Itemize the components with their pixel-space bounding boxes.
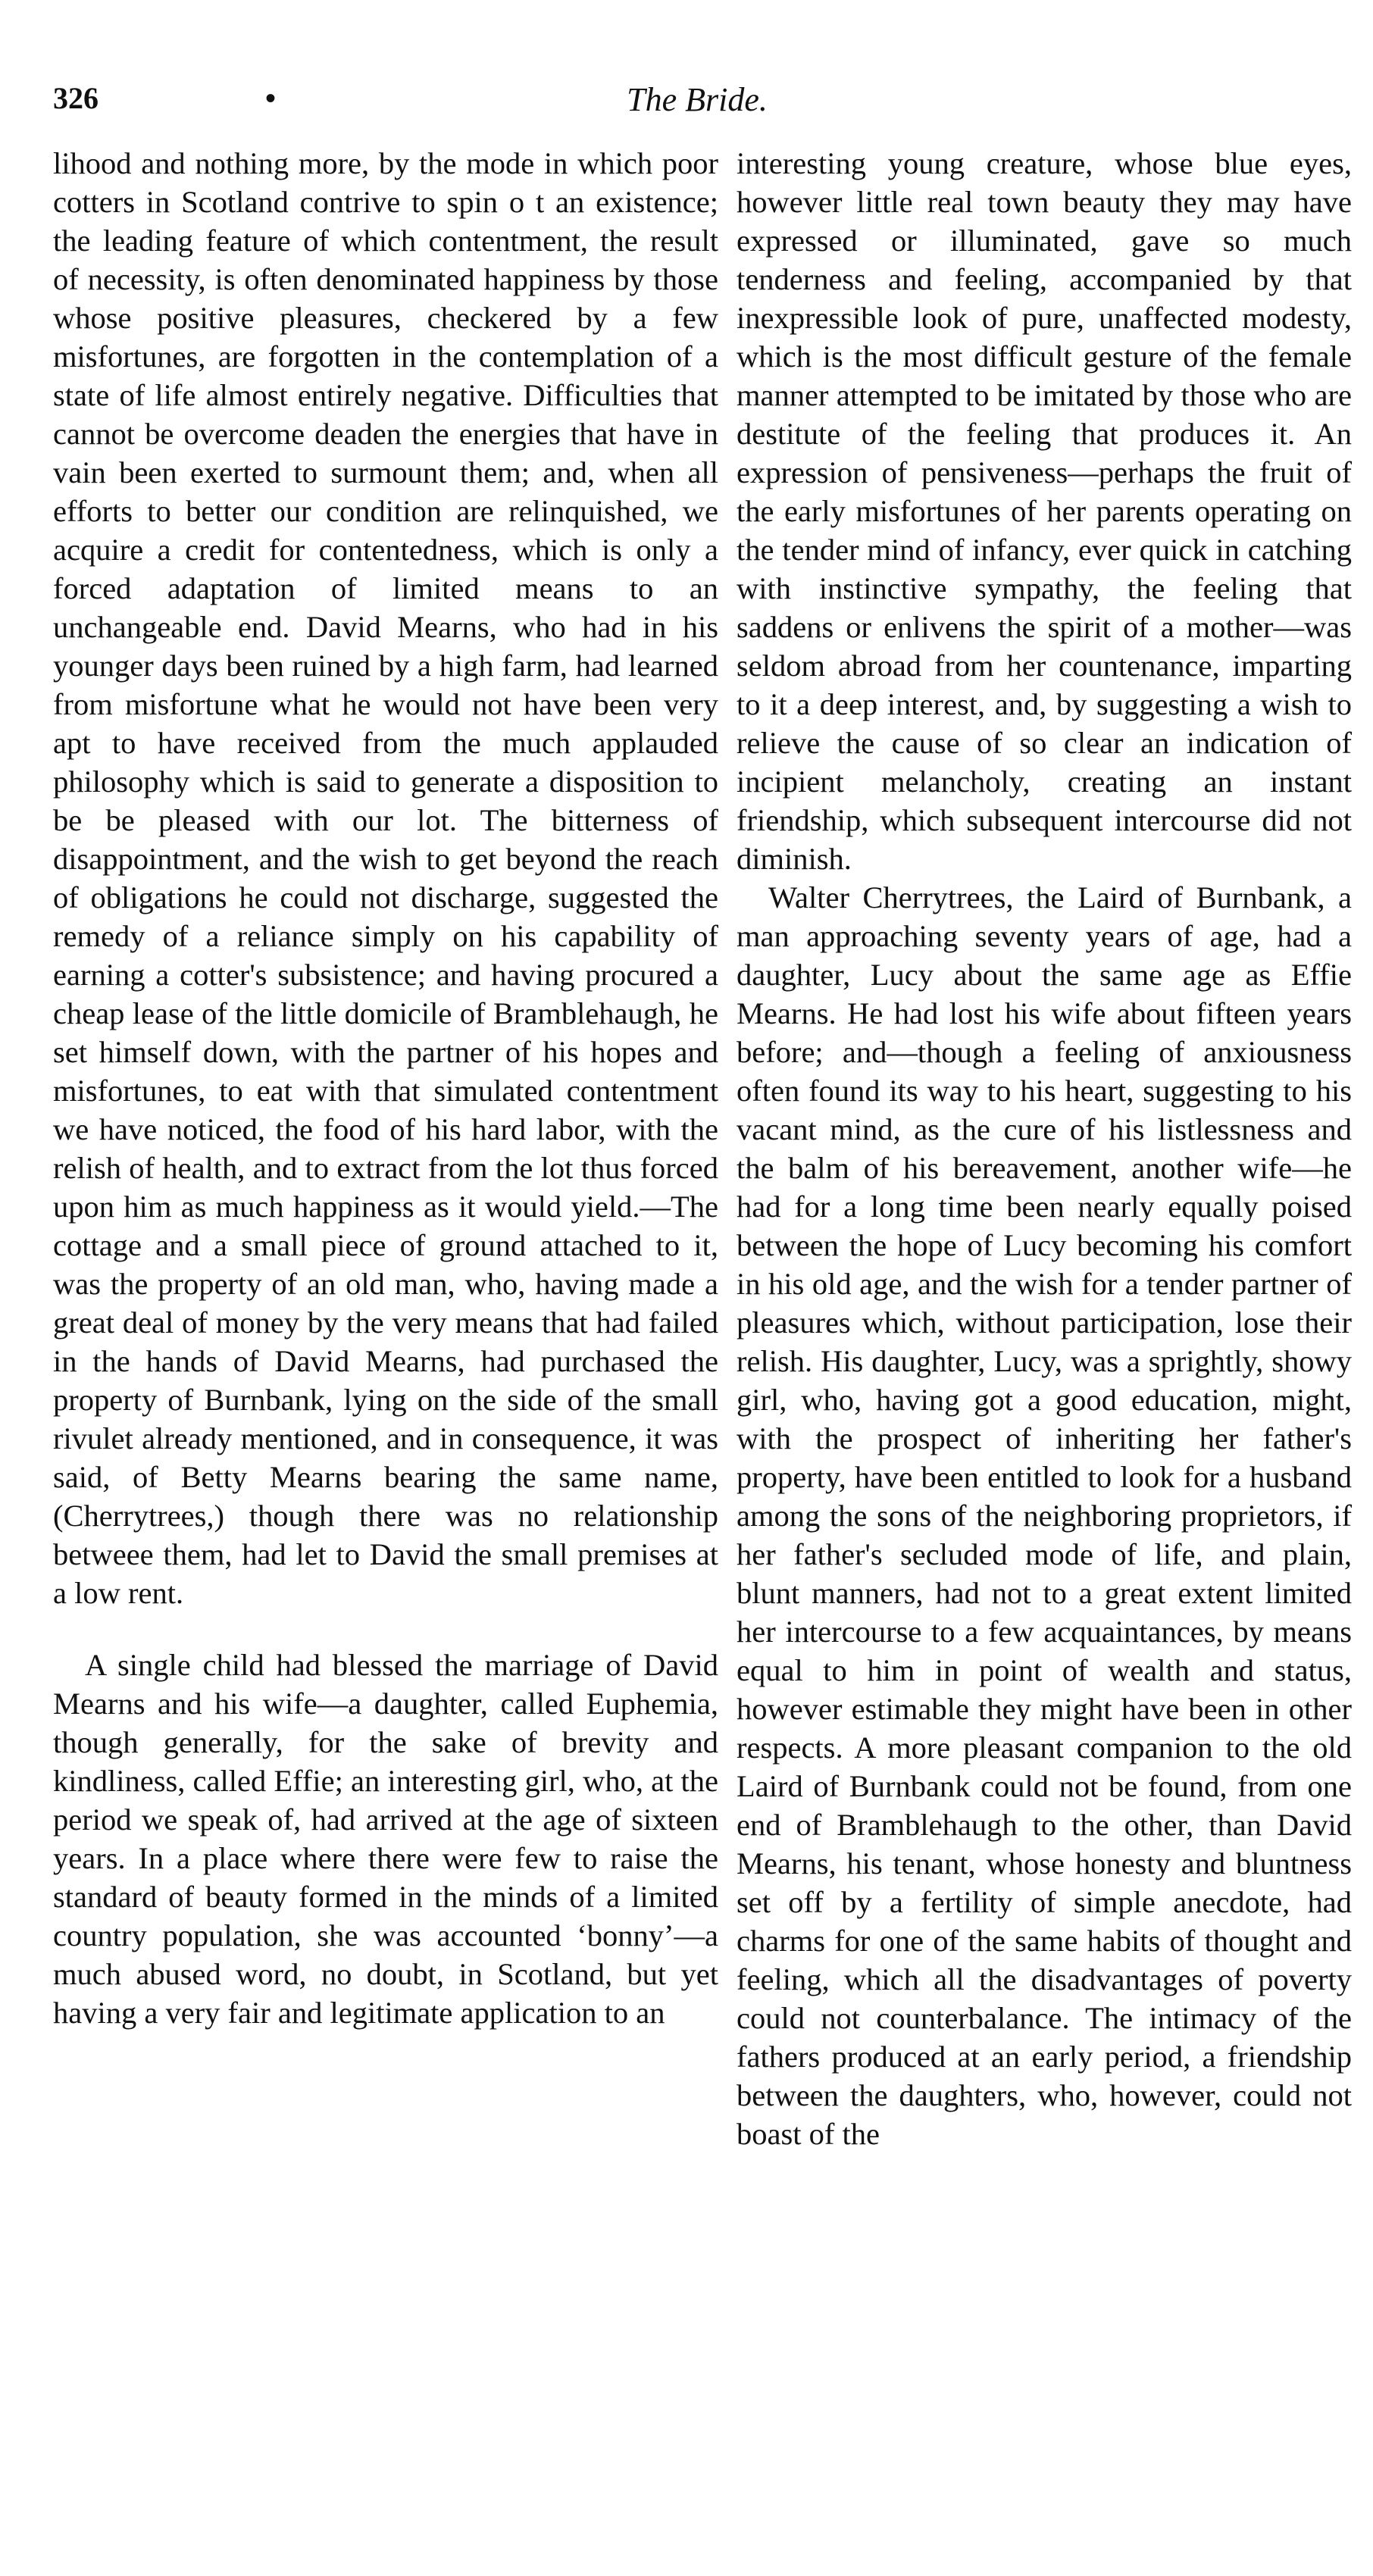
left-paragraph-1: lihood and nothing more, by the mode in which poor cotters in Scotland contrive to spin o t an existence; the leading feature of which contentment, the result of necessity, is often denominated happiness by those whose positive pleasures, checkered by a few misfortunes, are forgotten in the contemplation of a state of life almost entirely negative. Difficulties that cannot be overcome deaden the energies that have in vain been exerted to surmount them; and, when all efforts to better our condition are relinquished, we acquire a credit for contentedness, which is only a forced adaptation of limited means to an unchangeable end. David Mearns, who had in his younger days been ruined by a high farm, had learned from misfortune what he would not have been very apt to have received from the much applauded philosophy which is said to generate a disposition to be be pleased with our lot. The bitterness of disappointment, and the wish to get beyond the reach of obligations he could not discharge, suggested the remedy of a reliance simply on his capability of earning a cotter's subsistence; and having procured a cheap lease of the little domicile of Bramblehaugh, he set himself down, with the partner of his hopes and misfortunes, to eat with that simulated contentment we have noticed, the food of his hard labor, with the relish of health, and to extract from the lot thus forced upon him as much happiness as it would yield.—The cottage and a small piece of ground attached to it, was the property of an old man, who, having made a great deal of money by the very means that had failed in the hands of David Mearns, had purchased the property of Burnbank, lying on the side of the small rivulet already mentioned, and in consequence, it was said, of Betty Mearns bearing the same name, (Cherrytrees,) though there was no relationship betweee them, had let to David the small premises at a low rent.: [53, 146, 718, 1610]
left-column: [53, 144, 718, 2032]
running-title: The Bride.: [627, 81, 768, 118]
page-header: [53, 80, 1341, 126]
page-number: 326: [53, 81, 99, 115]
right-paragraph-1: interesting young creature, whose blue eyes, however little real town beauty they may have expressed or illuminated, gave so much tenderness and feeling, accompanied by that inexpressible look of pure, unaffected modesty, which is the most difficult gesture of the female manner attempted to be imitated by those who are destitute of the feeling that produces it. An expression of pensiveness—perhaps the fruit of the early misfortunes of her parents operating on the tender mind of infancy, ever quick in catching with instinctive sympathy, the feeling that saddens or enlivens the spirit of a mother—was seldom abroad from her countenance, imparting to it a deep interest, and, by suggesting a wish to relieve the cause of so clear an indication of incipient melancholy, creating an instant friendship, which subsequent intercourse did not diminish.: [737, 146, 1352, 876]
right-column: [737, 144, 1352, 2153]
header-dot: •: [265, 81, 277, 115]
left-paragraph-2: A single child had blessed the marriage of David Mearns and his wife—a daughter, called Euphemia, though generally, for the sake of brevity and kindliness, called Effie; an interesting girl, who, at the period we speak of, had arrived at the age of sixteen years. In a place where there were few to raise the standard of beauty formed in the minds of a limited country population, she was accounted ‘bonny’—a much abused word, no doubt, in Scotland, but yet having a very fair and legitimate application to an: [53, 1648, 718, 2030]
right-paragraph-2: Walter Cherrytrees, the Laird of Burnbank, a man approaching seventy years of age, had a daughter, Lucy about the same age as Effie Mearns. He had lost his wife about fifteen years before; and—though a feeling of anxiousness often found its way to his heart, suggesting to his vacant mind, as the cure of his listlessness and the balm of his bereavement, another wife—he had for a long time been nearly equally poised between the hope of Lucy becoming his comfort in his old age, and the wish for a tender partner of pleasures which, without participation, lose their relish. His daughter, Lucy, was a sprightly, showy girl, who, having got a good education, might, with the prospect of inheriting her father's property, have been entitled to look for a husband among the sons of the neighboring proprietors, if her father's secluded mode of life, and plain, blunt manners, had not to a great extent limited her intercourse to a few acquaintances, by means equal to him in point of wealth and status, however estimable they might have been in other respects. A more pleasant companion to the old Laird of Burnbank could not be found, from one end of Bramblehaugh to the other, than David Mearns, his tenant, whose honesty and bluntness set off by a fertility of simple anecdote, had charms for one of the same habits of thought and feeling, which all the disadvantages of poverty could not counterbalance. The intimacy of the fathers produced at an early period, a friendship between the daughters, who, however, could not boast of the: [737, 880, 1352, 2151]
